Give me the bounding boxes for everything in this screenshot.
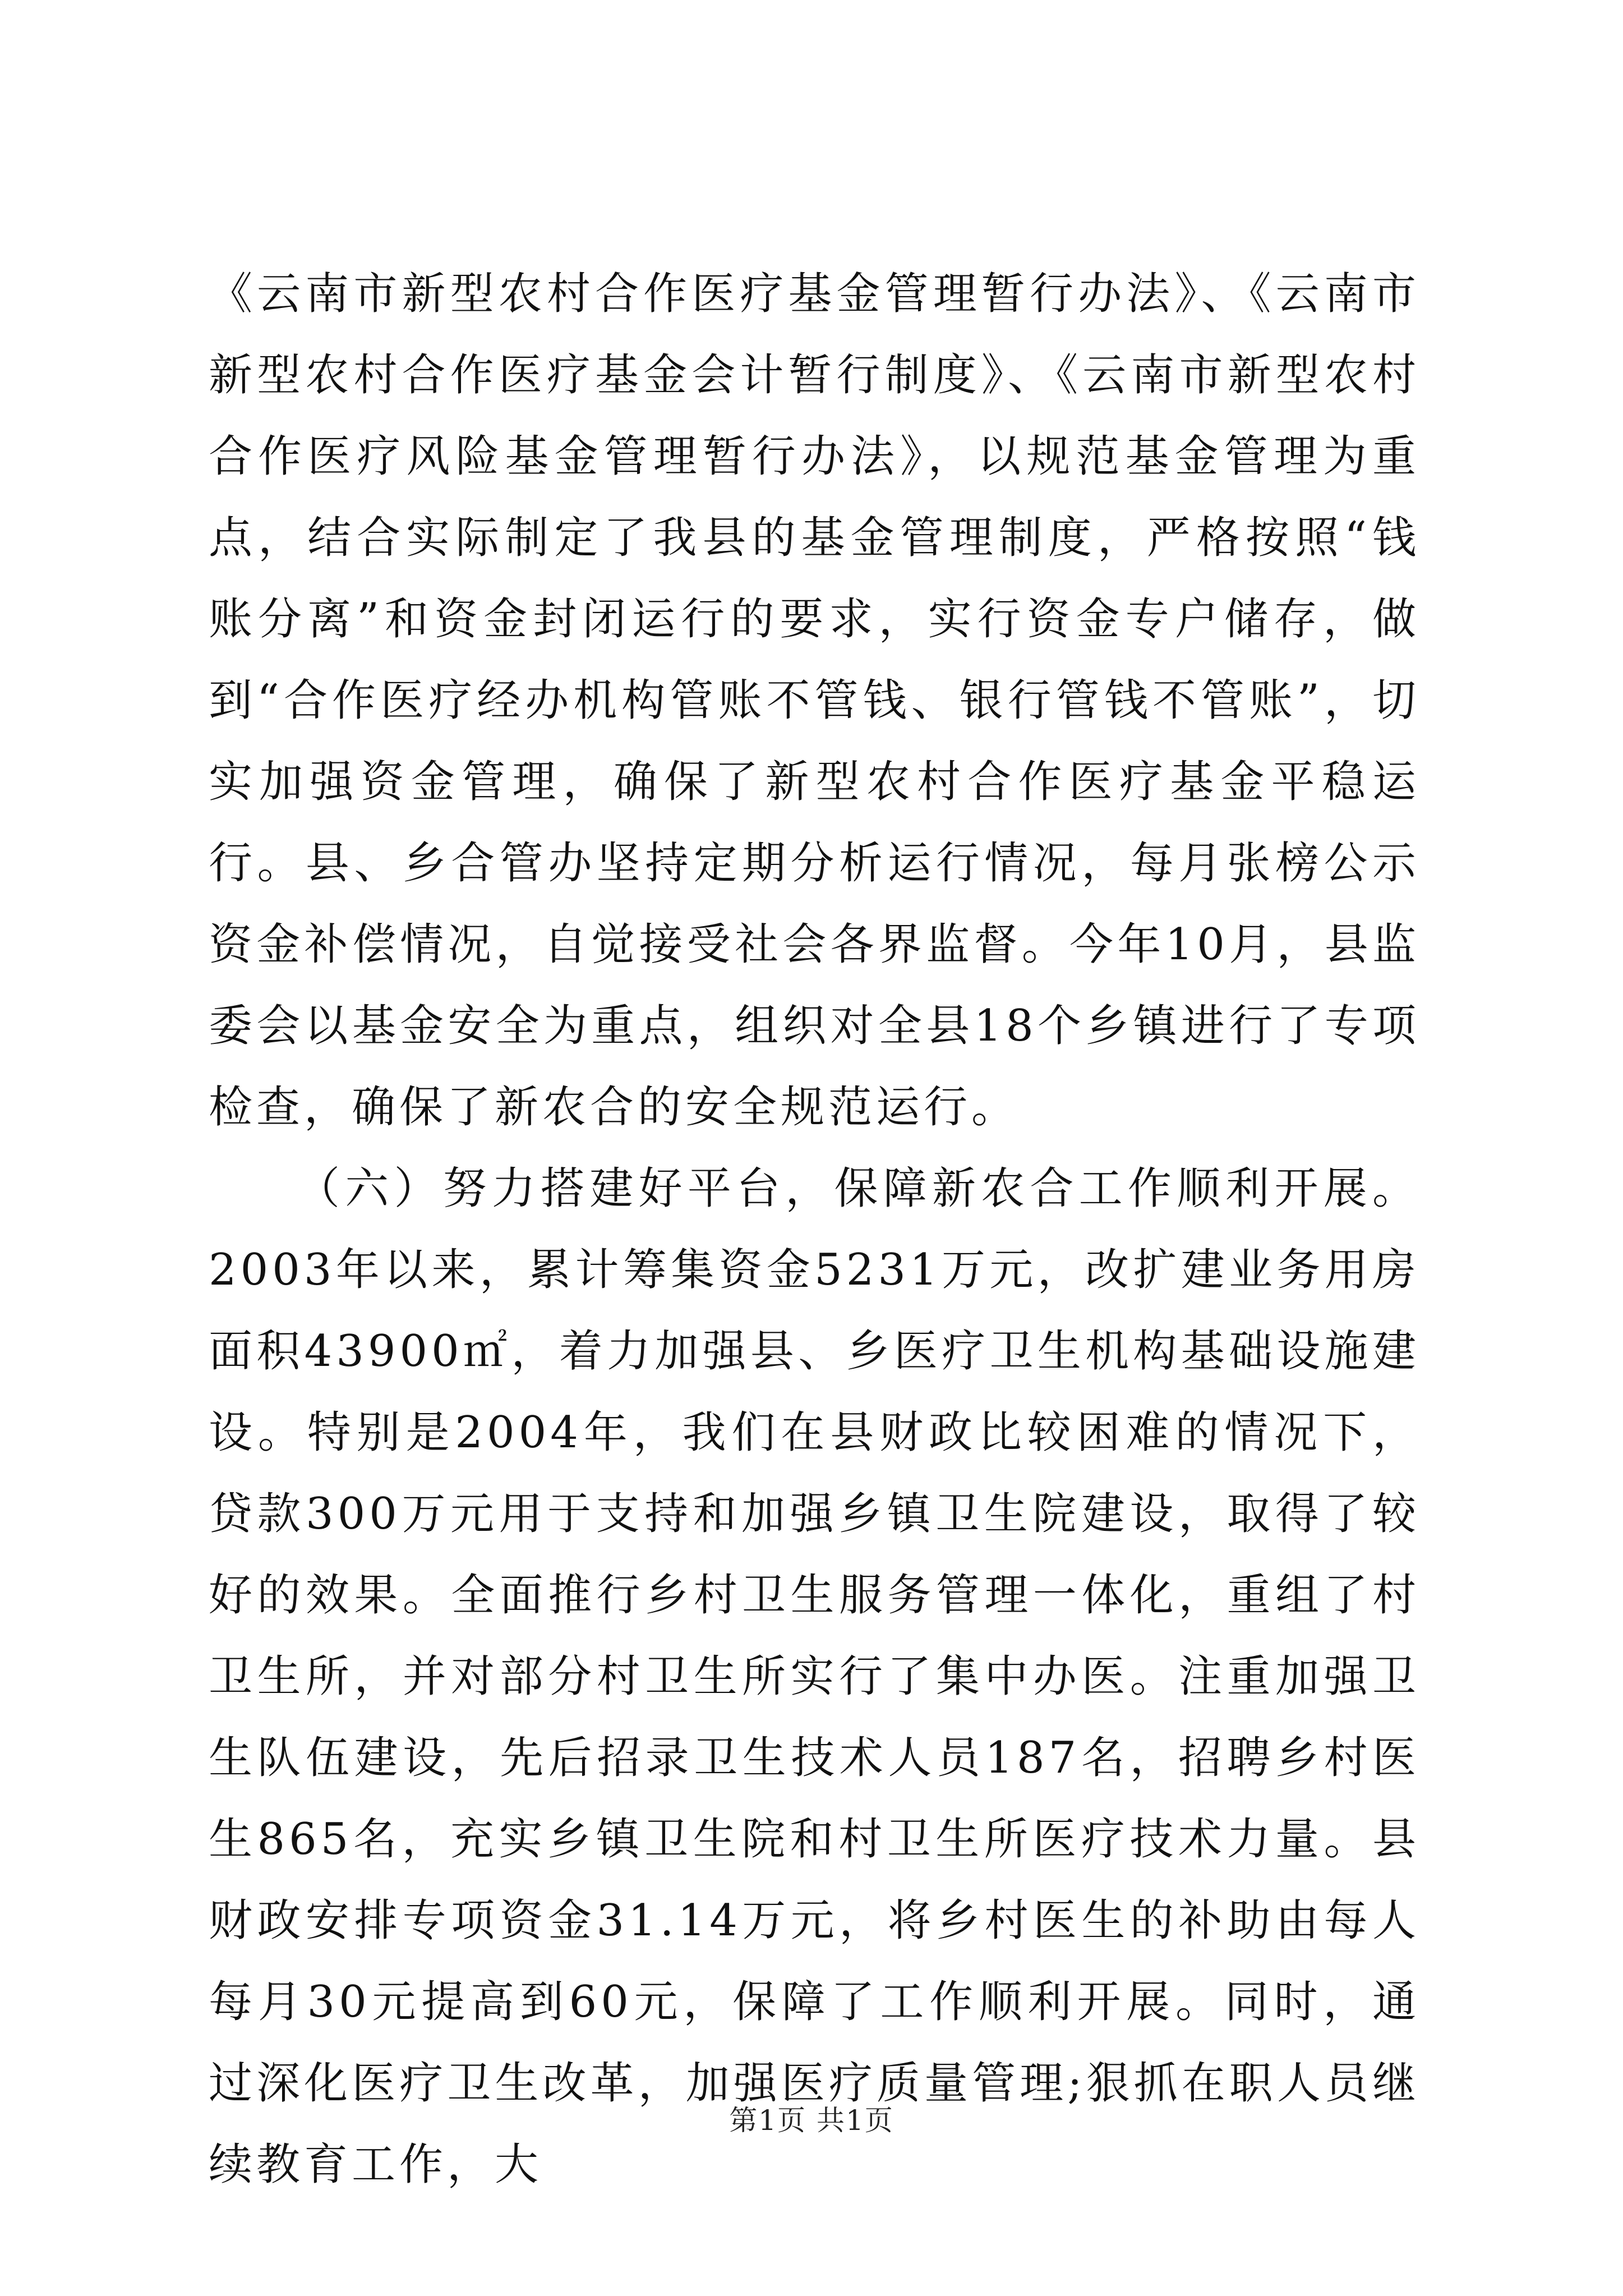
paragraph-2: （六）努力搭建好平台，保障新农合工作顺利开展。2003年以来，累计筹集资金5231万元，改扩建业务用房面积43900㎡，着力加强县、乡医疗卫生机构基础设施建设。特别是2004年，我们在县财政比较困难的情况下，贷款300万元用于支持和加强乡镇卫生院建设，取得了较好的效果。全面推行乡村卫生服务管理一体化，重组了村卫生所，并对部分村卫生所实行了集中办医。注重加强卫生队伍建设，先后招录卫生技术人员187名，招聘乡村医生865名，充实乡镇卫生院和村卫生所医疗技术力量。县财政安排专项资金31.14万元，将乡村医生的补助由每人每月30元提高到60元，保障了工作顺利开展。同时，通过深化医疗卫生改革，加强医疗质量管理;狠抓在职人员继续教育工作，大	[209, 1163, 1420, 2190]
paragraph-1: 《云南市新型农村合作医疗基金管理暂行办法》、《云南市新型农村合作医疗基金会计暂行制度》、《云南市新型农村合作医疗风险基金管理暂行办法》，以规范基金管理为重点，结合实际制定了我县的基金管理制度，严格按照“钱账分离”和资金封闭运行的要求，实行资金专户储存，做到“合作医疗经办机构管账不管钱、银行管钱不管账”，切实加强资金管理，确保了新型农村合作医疗基金平稳运行。县、乡合管办坚持定期分析运行情况，每月张榜公示资金补偿情况，自觉接受社会各界监督。今年10月，县监委会以基金安全为重点，组织对全县18个乡镇进行了专项检查，确保了新农合的安全规范运行。	[209, 269, 1420, 1133]
page-number-footer: 第1页 共1页	[729, 2104, 894, 2137]
document-body	[209, 254, 1420, 2206]
